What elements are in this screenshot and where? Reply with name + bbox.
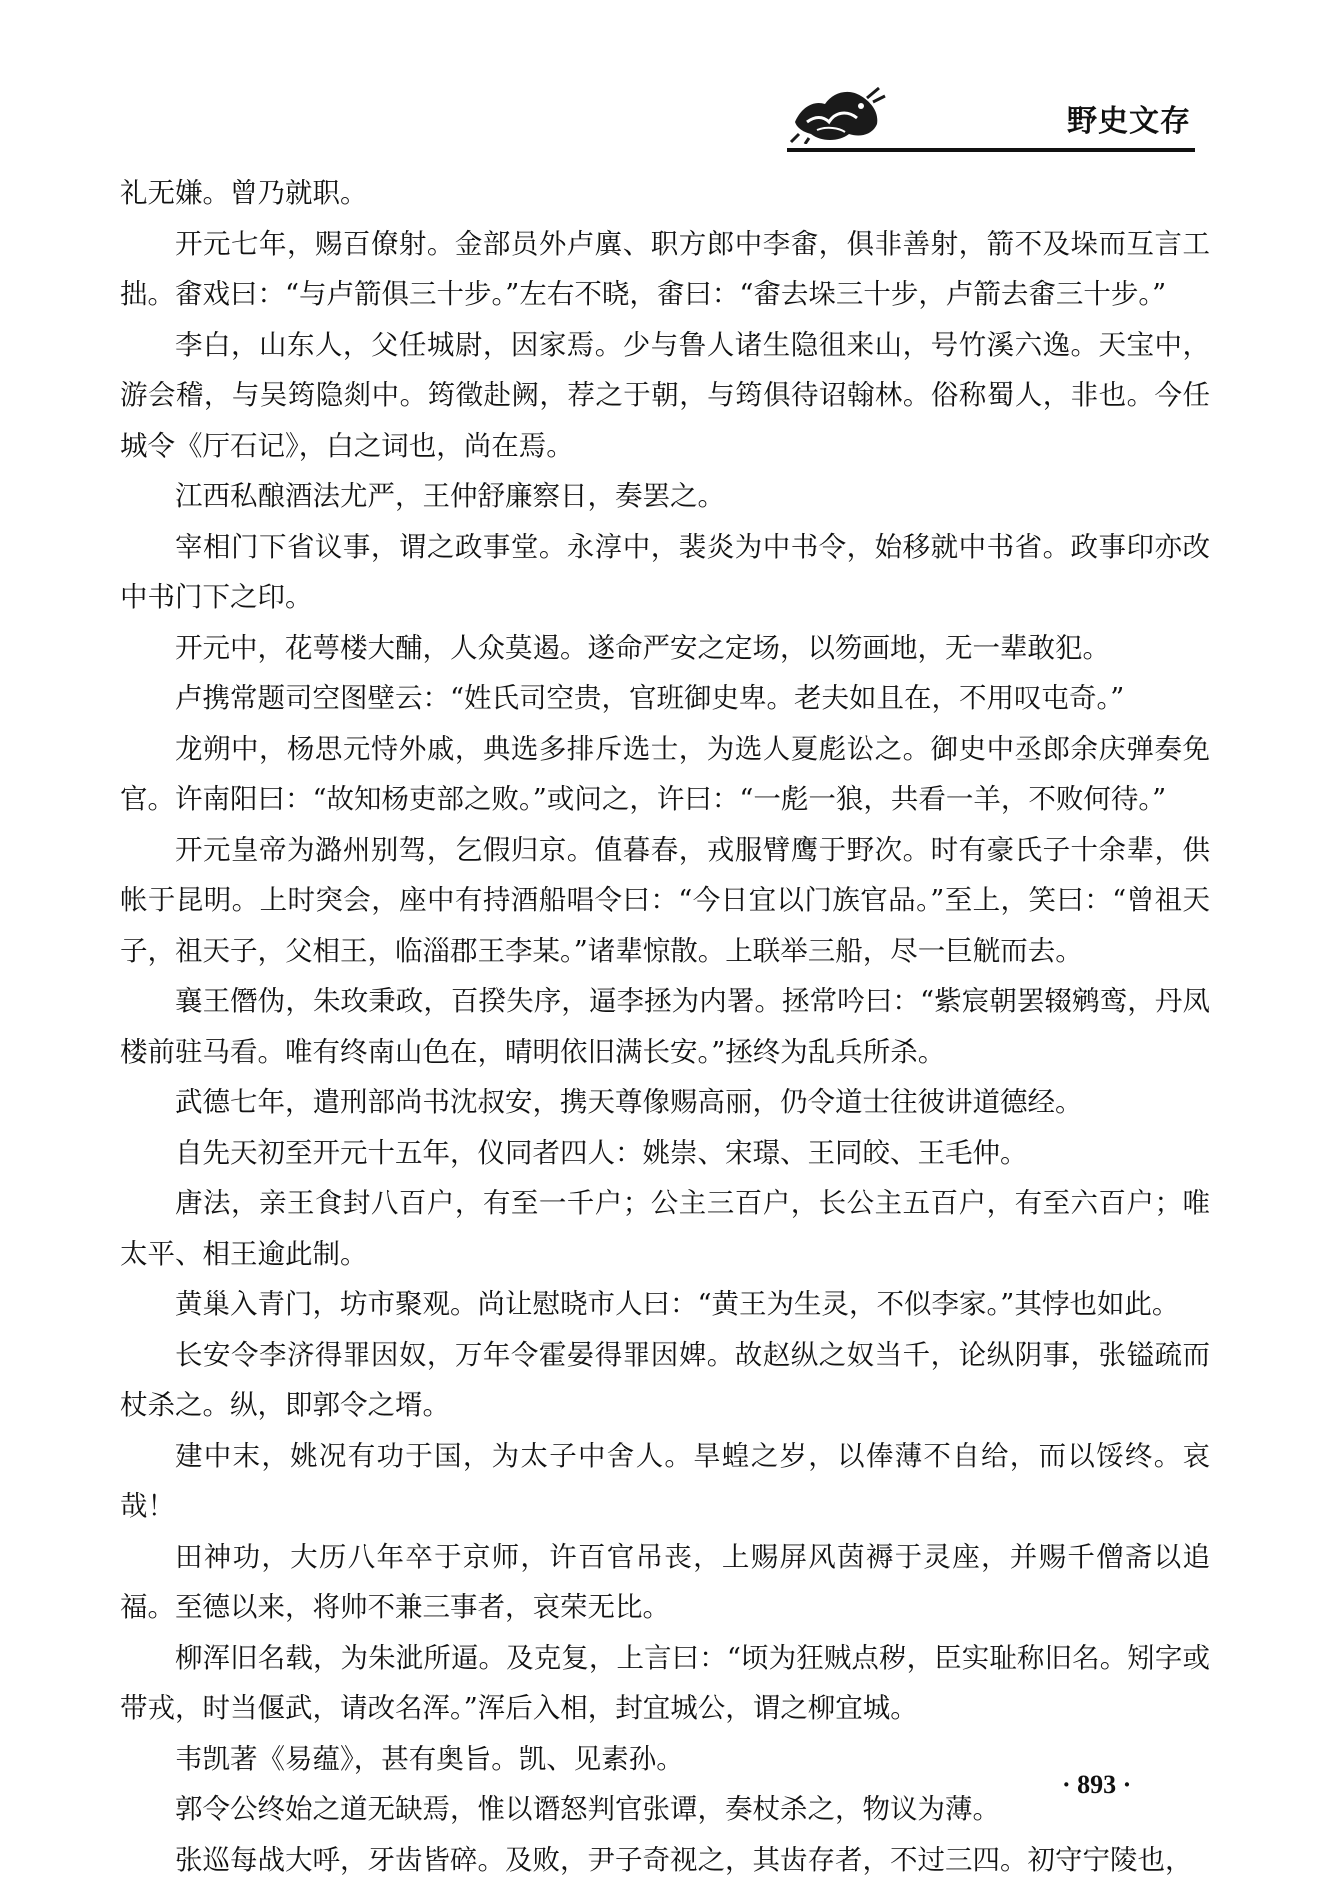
paragraph: 武德七年，遣刑部尚书沈叔安，携天尊像赐高丽，仍令道士往彼讲道德经。: [120, 1077, 1210, 1128]
running-header: [787, 82, 1207, 148]
paragraph: 唐法，亲王食封八百户，有至一千户；公主三百户，长公主五百户，有至六百户；唯太平、相王逾此制。: [120, 1178, 1210, 1279]
paragraph: 李白，山东人，父任城尉，因家焉。少与鲁人诸生隐徂来山，号竹溪六逸。天宝中，游会稽，与吴筠隐剡中。筠徵赴阙，荐之于朝，与筠俱待诏翰林。俗称蜀人，非也。今任城令《厅石记》，白之词也，尚在焉。: [120, 320, 1210, 472]
paragraph: 开元七年，赐百僚射。金部员外卢廙、职方郎中李畬，俱非善射，箭不及垛而互言工拙。畬戏曰：“与卢箭俱三十步。”左右不晓，畬曰：“畬去垛三十步，卢箭去畬三十步。”: [120, 219, 1210, 320]
paragraph: 卢携常题司空图壁云：“姓氏司空贵，官班御史卑。老夫如且在，不用叹屯奇。”: [120, 673, 1210, 724]
paragraph: 开元中，花萼楼大酺，人众莫遏。遂命严安之定场，以笏画地，无一辈敢犯。: [120, 623, 1210, 674]
page-body: [120, 168, 1210, 1885]
paragraph: 江西私酿酒法尤严，王仲舒廉察日，奏罢之。: [120, 471, 1210, 522]
paragraph: 田神功，大历八年卒于京师，许百官吊丧，上赐屏风茵褥于灵座，并赐千僧斋以追福。至德以来，将帅不兼三事者，哀荣无比。: [120, 1532, 1210, 1633]
paragraph: 宰相门下省议事，谓之政事堂。永淳中，裴炎为中书令，始移就中书省。政事印亦改中书门下之印。: [120, 522, 1210, 623]
paragraph: 韦凯著《易蕴》，甚有奥旨。凯、见素孙。: [120, 1734, 1210, 1785]
paragraph: 郭令公终始之道无缺焉，惟以谮怒判官张谭，奏杖杀之，物议为薄。: [120, 1784, 1210, 1835]
paragraph: 自先天初至开元十五年，仪同者四人：姚崇、宋璟、王同皎、王毛仲。: [120, 1128, 1210, 1179]
paragraph: 黄巢入青门，坊市聚观。尚让慰晓市人曰：“黄王为生灵，不似李家。”其悖也如此。: [120, 1279, 1210, 1330]
page-number: · 893 ·: [1062, 1770, 1131, 1800]
paragraph: 襄王僭伪，朱玫秉政，百揆失序，逼李拯为内署。拯常吟曰：“紫宸朝罢辍鹓鸾，丹凤楼前驻马看。唯有终南山色在，晴明依旧满长安。”拯终为乱兵所杀。: [120, 976, 1210, 1077]
paragraph: 张巡每战大呼，牙齿皆碎。及败，尹子奇视之，其齿存者，不过三四。初守宁陵也，: [120, 1835, 1210, 1885]
book-title: 野史文存: [1067, 96, 1191, 140]
paragraph: 建中末，姚况有功于国，为太子中舍人。旱蝗之岁，以俸薄不自给，而以馁终。哀哉！: [120, 1431, 1210, 1532]
header-divider: [787, 148, 1195, 152]
paragraph: 长安令李济得罪因奴，万年令霍晏得罪因婢。故赵纵之奴当千，论纵阴事，张镒疏而杖杀之。纵，即郭令之壻。: [120, 1330, 1210, 1431]
paragraph: 龙朔中，杨思元恃外戚，典选多排斥选士，为选人夏彪讼之。御史中丞郎余庆弹奏免官。许南阳曰：“故知杨吏部之败。”或问之，许曰：“一彪一狼，共看一羊，不败何待。”: [120, 724, 1210, 825]
dragon-emblem-icon: [787, 82, 887, 144]
paragraph: 开元皇帝为潞州别驾，乞假归京。值暮春，戎服臂鹰于野次。时有豪氏子十余辈，供帐于昆明。上时突会，座中有持酒船唱令曰：“今日宜以门族官品。”至上，笑曰：“曾祖天子，祖天子，父相王，临淄郡王李某。”诸辈惊散。上联举三船，尽一巨觥而去。: [120, 825, 1210, 977]
paragraph: 柳浑旧名载，为朱泚所逼。及克复，上言曰：“顷为狂贼点秽，臣实耻称旧名。矧字或带戎，时当偃武，请改名浑。”浑后入相，封宜城公，谓之柳宜城。: [120, 1633, 1210, 1734]
paragraph: 礼无嫌。曾乃就职。: [120, 168, 1210, 219]
